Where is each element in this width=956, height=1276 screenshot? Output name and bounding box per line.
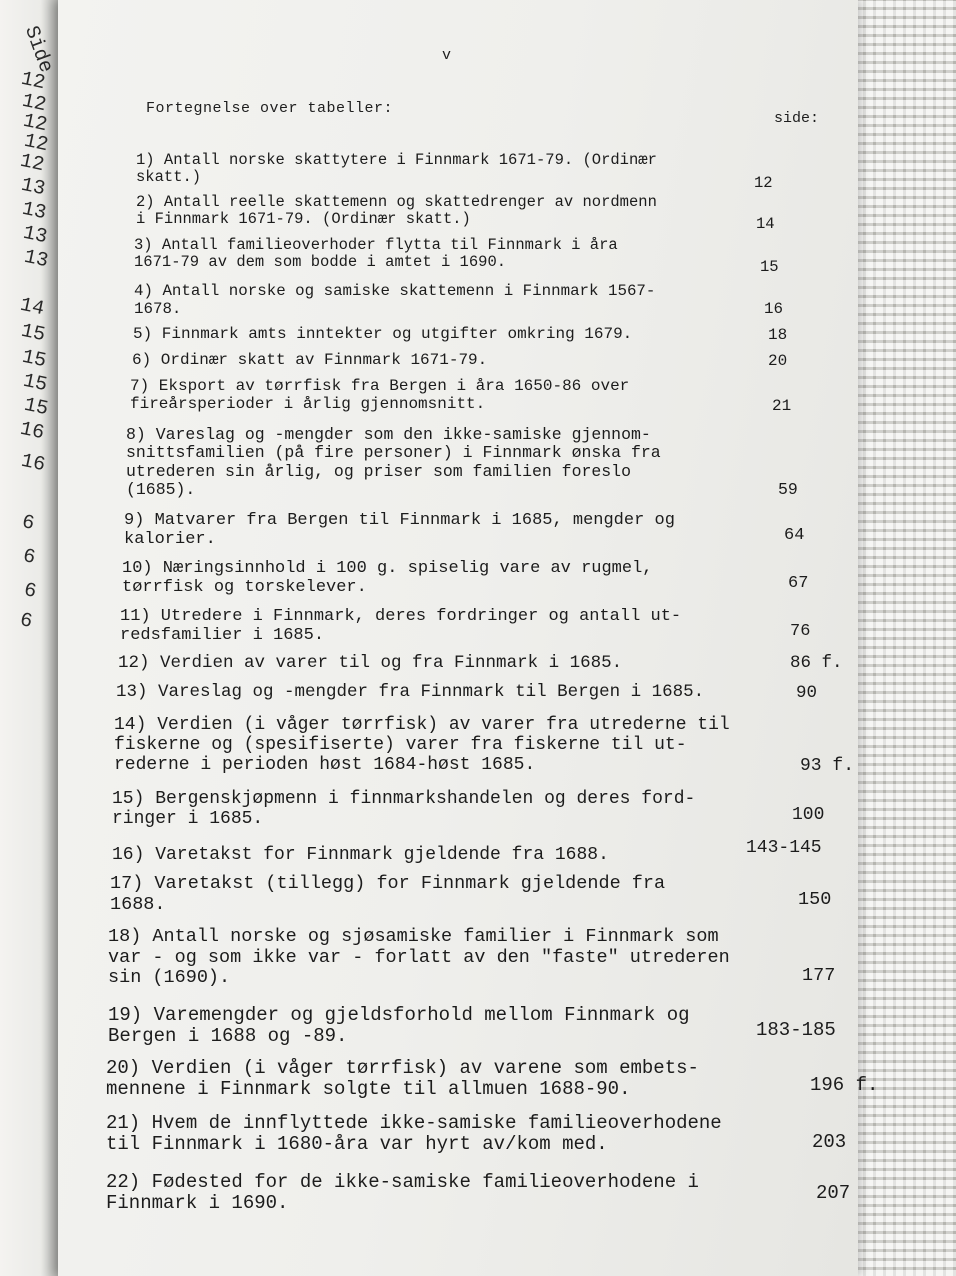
table-entry-page: 64 xyxy=(784,526,805,545)
previous-page-fragment: 12 xyxy=(20,109,50,138)
previous-page-fragment: 16 xyxy=(17,417,47,446)
table-entry-line: 6) Ordinær skatt av Finnmark 1671-79. xyxy=(132,351,488,369)
table-entry-line: Bergen i 1688 og -89. xyxy=(108,1025,348,1048)
previous-page-fragment: 13 xyxy=(19,197,49,226)
previous-page-fragment: 12 xyxy=(19,89,49,118)
table-entry xyxy=(108,927,730,989)
table-entry-line: 2) Antall reelle skattemenn og skattedrenger av nordmenn xyxy=(136,193,657,211)
table-entry xyxy=(110,874,665,915)
previous-page-fragment: 6 xyxy=(20,545,38,570)
table-entry xyxy=(112,845,609,865)
table-entry-line: 20) Verdien (i våger tørrfisk) av varene som embets- xyxy=(106,1057,699,1079)
side-column-label: side: xyxy=(774,110,820,127)
previous-page-fragment: 16 xyxy=(18,449,48,478)
table-entry-page: 93 f. xyxy=(800,756,855,776)
table-entry-page: 207 xyxy=(816,1182,851,1204)
table-entry-page: 15 xyxy=(760,258,779,276)
previous-page-fragment: 13 xyxy=(21,245,51,274)
table-entry-line: 13) Vareslag og -mengder fra Finnmark til Bergen i 1685. xyxy=(116,682,705,702)
table-entry-line: mennene i Finnmark solgte til allmuen 1688-90. xyxy=(106,1078,631,1101)
table-entry xyxy=(106,1172,699,1215)
table-entry-line: fireårsperioder i årlig gjennomsnitt. xyxy=(130,394,486,413)
table-entry-line: 4) Antall norske og samiske skattemenn i Finnmark 1567- xyxy=(134,282,656,300)
page-number: v xyxy=(442,47,452,64)
table-entry-line: tørrfisk og torskelever. xyxy=(122,578,367,598)
table-entry-line: 12) Verdien av varer til og fra Finnmark i 1685. xyxy=(118,653,623,673)
table-entry xyxy=(122,559,653,597)
table-entry xyxy=(116,683,704,703)
table-entry-line: 5) Finnmark amts inntekter og utgifter omkring 1679. xyxy=(133,325,633,343)
previous-page-fragment: 13 xyxy=(20,221,50,250)
previous-page-fragment: 12 xyxy=(17,149,47,178)
table-entry-line: 1678. xyxy=(134,299,182,318)
previous-page-fragment: 6 xyxy=(19,511,37,536)
table-entry-line: 7) Eksport av tørrfisk fra Bergen i åra 1650-86 over xyxy=(130,377,630,395)
table-entry xyxy=(130,378,629,414)
table-entry-line: 14) Verdien (i våger tørrfisk) av varer fra utrederne til xyxy=(114,715,730,735)
table-entry-line: 19) Varemengder og gjeldsforhold mellom Finnmark og xyxy=(108,1004,690,1026)
table-entry-line: Finnmark i 1690. xyxy=(106,1192,289,1215)
table-entry-line: fiskerne og (spesifiserte) varer fra fiskerne til ut- xyxy=(114,735,687,756)
table-entry-page: 86 f. xyxy=(790,653,843,673)
table-entry-page: 59 xyxy=(778,480,798,499)
table-entry-line: redsfamilier i 1685. xyxy=(120,626,325,646)
table-entry-line: rederne i perioden høst 1684-høst 1685. xyxy=(114,755,536,776)
table-entry xyxy=(106,1058,699,1101)
table-entry-line: 1688. xyxy=(110,893,166,915)
page-title: Fortegnelse over tabeller: xyxy=(146,100,394,117)
previous-page-fragment: 12 xyxy=(21,129,51,158)
table-entry xyxy=(132,352,487,370)
table-entry-page: 14 xyxy=(756,215,775,233)
table-entry-line: skatt.) xyxy=(136,168,202,187)
table-entry-line: 16) Varetakst for Finnmark gjeldende fra 1688. xyxy=(112,845,609,865)
table-entry xyxy=(134,283,655,318)
table-entry-line: til Finnmark i 1680-åra var hyrt av/kom med. xyxy=(106,1133,608,1156)
table-entry-line: sin (1690). xyxy=(108,967,231,989)
previous-page-edge xyxy=(0,0,58,1276)
table-entry-line: i Finnmark 1671-79. (Ordinær skatt.) xyxy=(136,210,471,229)
document-page xyxy=(58,0,879,1276)
table-entry xyxy=(120,607,681,645)
previous-page-fragment: 15 xyxy=(19,345,49,374)
table-entry xyxy=(124,511,675,549)
previous-page-fragment: Side xyxy=(18,23,58,76)
table-entry-line: 11) Utredere i Finnmark, deres fordringer og antall ut- xyxy=(120,607,682,626)
table-entry-page: 150 xyxy=(798,889,832,910)
table-entry-line: var - og som ikke var - forlatt av den "faste" utrederen xyxy=(108,946,730,968)
table-entry-page: 18 xyxy=(768,326,788,344)
table-entry-page: 143-145 xyxy=(746,838,822,858)
table-entry xyxy=(136,194,657,229)
table-entry-line: 3) Antall familieoverhoder flytta til Finnmark i åra xyxy=(134,236,618,254)
table-entry-page: 100 xyxy=(792,805,825,825)
table-entry-line: 9) Matvarer fra Bergen til Finnmark i 1685, mengder og xyxy=(124,511,675,530)
table-entry-line: 15) Bergenskjøpmenn i finnmarkshandelen og deres ford- xyxy=(112,789,696,809)
table-entry-page: 183-185 xyxy=(756,1019,836,1041)
previous-page-fragment: 15 xyxy=(20,369,50,398)
table-entry-line: ringer i 1685. xyxy=(112,809,264,830)
previous-page-fragment: 15 xyxy=(21,393,51,422)
table-entry xyxy=(106,1113,722,1156)
table-entry-line: 10) Næringsinnhold i 100 g. spiselig vare av rugmel, xyxy=(122,559,653,578)
table-entry-page: 21 xyxy=(772,397,792,415)
previous-page-fragment: 13 xyxy=(18,173,48,202)
table-entry xyxy=(136,152,657,187)
table-entry xyxy=(133,326,632,344)
table-entry-page: 12 xyxy=(754,174,773,192)
previous-page-fragment: 6 xyxy=(21,579,39,604)
table-entry-page: 196 f. xyxy=(810,1074,879,1096)
previous-page-fragment: 6 xyxy=(17,609,35,634)
previous-page-fragment: 14 xyxy=(17,293,47,322)
table-entry xyxy=(108,1005,690,1048)
table-entry xyxy=(118,654,622,674)
table-entry xyxy=(114,715,730,775)
table-entry-line: 17) Varetakst (tillegg) for Finnmark gjeldende fra xyxy=(110,873,666,894)
table-entry-line: (1685). xyxy=(126,480,196,500)
table-entry-line: 18) Antall norske og sjøsamiske familier i Finnmark som xyxy=(108,926,719,947)
table-entry-line: utrederen sin årlig, og priser som familien foreslo xyxy=(126,461,631,481)
table-entry-page: 90 xyxy=(796,683,818,703)
table-entry-line: kalorier. xyxy=(124,530,216,550)
table-entry-line: 22) Fødested for de ikke-samiske familieoverhodene i xyxy=(106,1171,699,1193)
table-entry-page: 203 xyxy=(812,1131,847,1153)
previous-page-fragment: 12 xyxy=(18,67,48,96)
previous-page-fragment: 15 xyxy=(18,319,48,348)
table-entry-line: 21) Hvem de innflyttede ikke-samiske familieoverhodene xyxy=(106,1112,722,1134)
table-entry-line: snittsfamilien (på fire personer) i Finnmark ønska fra xyxy=(126,443,661,463)
table-entry-line: 8) Vareslag og -mengder som den ikke-samiske gjennom- xyxy=(126,425,651,444)
table-entry xyxy=(126,426,661,500)
table-entry-page: 20 xyxy=(768,352,788,370)
table-entry-page: 67 xyxy=(788,574,809,593)
table-entry xyxy=(112,789,695,829)
table-entry-line: 1671-79 av dem som bodde i amtet i 1690. xyxy=(134,253,507,272)
table-entry xyxy=(134,237,618,272)
table-entry-line: 1) Antall norske skattytere i Finnmark 1671-79. (Ordinær xyxy=(136,151,657,169)
table-entry-page: 76 xyxy=(790,622,811,641)
table-entry-page: 16 xyxy=(764,300,783,318)
table-entry-page: 177 xyxy=(802,965,836,986)
